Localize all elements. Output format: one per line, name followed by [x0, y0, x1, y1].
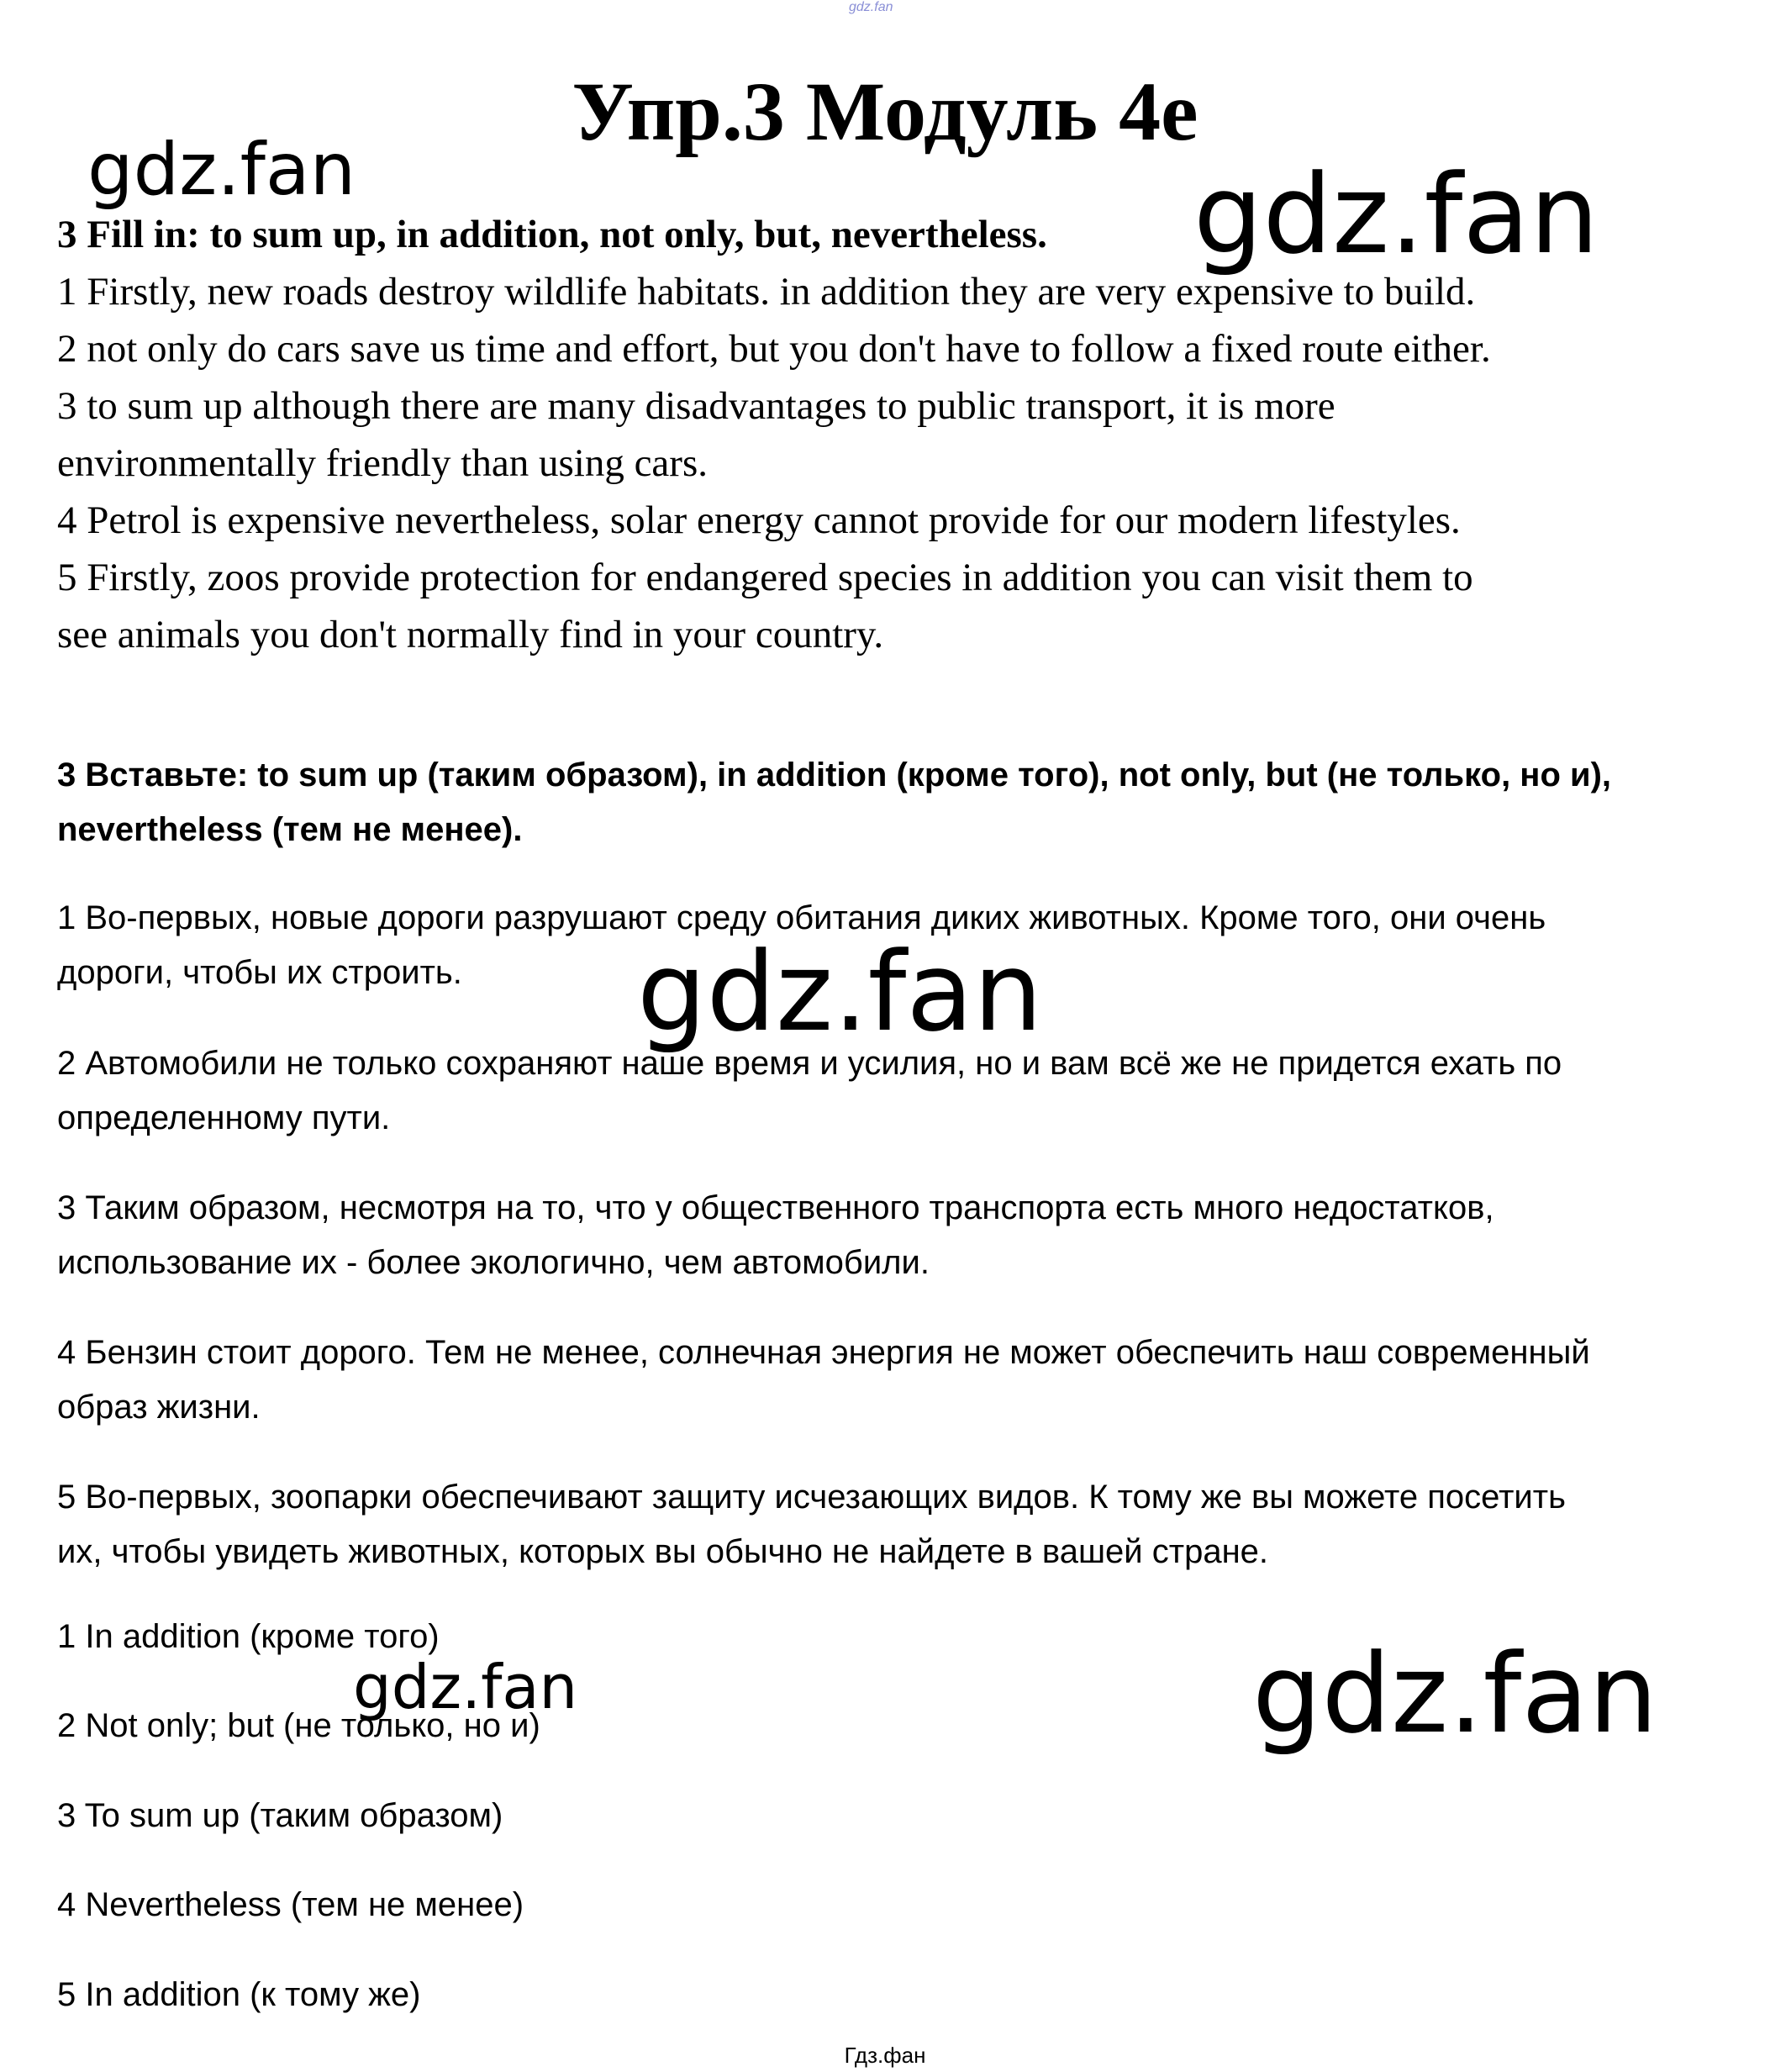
answer-item: 5 In addition (к тому же): [57, 1976, 421, 2013]
english-line: see animals you don't normally find in your country.: [57, 613, 884, 656]
answer-item: 1 In addition (кроме того): [57, 1618, 440, 1655]
english-line: environmentally friendly than using cars.: [57, 441, 708, 485]
english-line: 5 Firstly, zoos provide protection for endangered species in addition you can visit them to: [57, 556, 1473, 599]
watermark: gdz.fan: [1252, 1630, 1658, 1758]
english-exercise: [57, 206, 1738, 663]
english-heading: 3 Fill in: to sum up, in addition, not only, but, nevertheless.: [57, 213, 1047, 256]
russian-item-line: 4 Бензин стоит дорого. Тем не менее, солнечная энергия не может обеспечить наш современный: [57, 1334, 1590, 1371]
russian-item: [57, 1470, 1738, 1579]
english-line: 3 to sum up although there are many disadvantages to public transport, it is more: [57, 384, 1335, 428]
top-watermark: gdz.fan: [849, 0, 893, 14]
english-line: 1 Firstly, new roads destroy wildlife habitats. in addition they are very expensive to build.: [57, 270, 1476, 314]
russian-item: [57, 1181, 1738, 1290]
russian-item-line: 2 Автомобили не только сохраняют наше время и усилия, но и вам всё же не придется ехать по: [57, 1045, 1562, 1082]
answer-item: 4 Nevertheless (тем не менее): [57, 1886, 524, 1923]
answer-item: 3 To sum up (таким образом): [57, 1797, 503, 1834]
russian-heading-line: nevertheless (тем не менее).: [57, 811, 523, 848]
english-line: 2 not only do cars save us time and effort, but you don't have to follow a fixed route either.: [57, 327, 1491, 371]
russian-item-line: 1 Во-первых, новые дороги разрушают среду обитания диких животных. Кроме того, они очень: [57, 899, 1546, 936]
russian-item-line: определенному пути.: [57, 1099, 391, 1136]
english-line: 4 Petrol is expensive nevertheless, solar energy cannot provide for our modern lifestyles.: [57, 498, 1461, 542]
russian-heading: [57, 748, 1738, 857]
russian-item-line: 5 Во-первых, зоопарки обеспечивают защиту исчезающих видов. К тому же вы можете посетить: [57, 1479, 1566, 1516]
russian-item: [57, 1036, 1738, 1146]
russian-item: [57, 1326, 1738, 1435]
russian-item-line: образ жизни.: [57, 1389, 261, 1426]
watermark: gdz.fan: [1193, 150, 1599, 278]
russian-heading-line: 3 Вставьте: to sum up (таким образом), in addition (кроме того), not only, but (не только, но и),: [57, 757, 1612, 793]
russian-item-line: 3 Таким образом, несмотря на то, что у общественного транспорта есть много недостатков,: [57, 1189, 1494, 1226]
answer-item: 2 Not only; but (не только, но и): [57, 1707, 540, 1744]
russian-item-line: дороги, чтобы их строить.: [57, 954, 462, 991]
watermark: gdz.fan: [87, 128, 356, 212]
russian-item-line: их, чтобы увидеть животных, которых вы обычно не найдете в вашей стране.: [57, 1533, 1269, 1570]
page-footer: Гдз.фан: [844, 2043, 926, 2068]
page-title: Упр.3 Модуль 4е: [572, 65, 1198, 158]
watermark: gdz.fan: [637, 928, 1043, 1056]
watermark: gdz.fan: [353, 1652, 578, 1722]
russian-item-line: использование их - более экологично, чем автомобили.: [57, 1244, 930, 1281]
